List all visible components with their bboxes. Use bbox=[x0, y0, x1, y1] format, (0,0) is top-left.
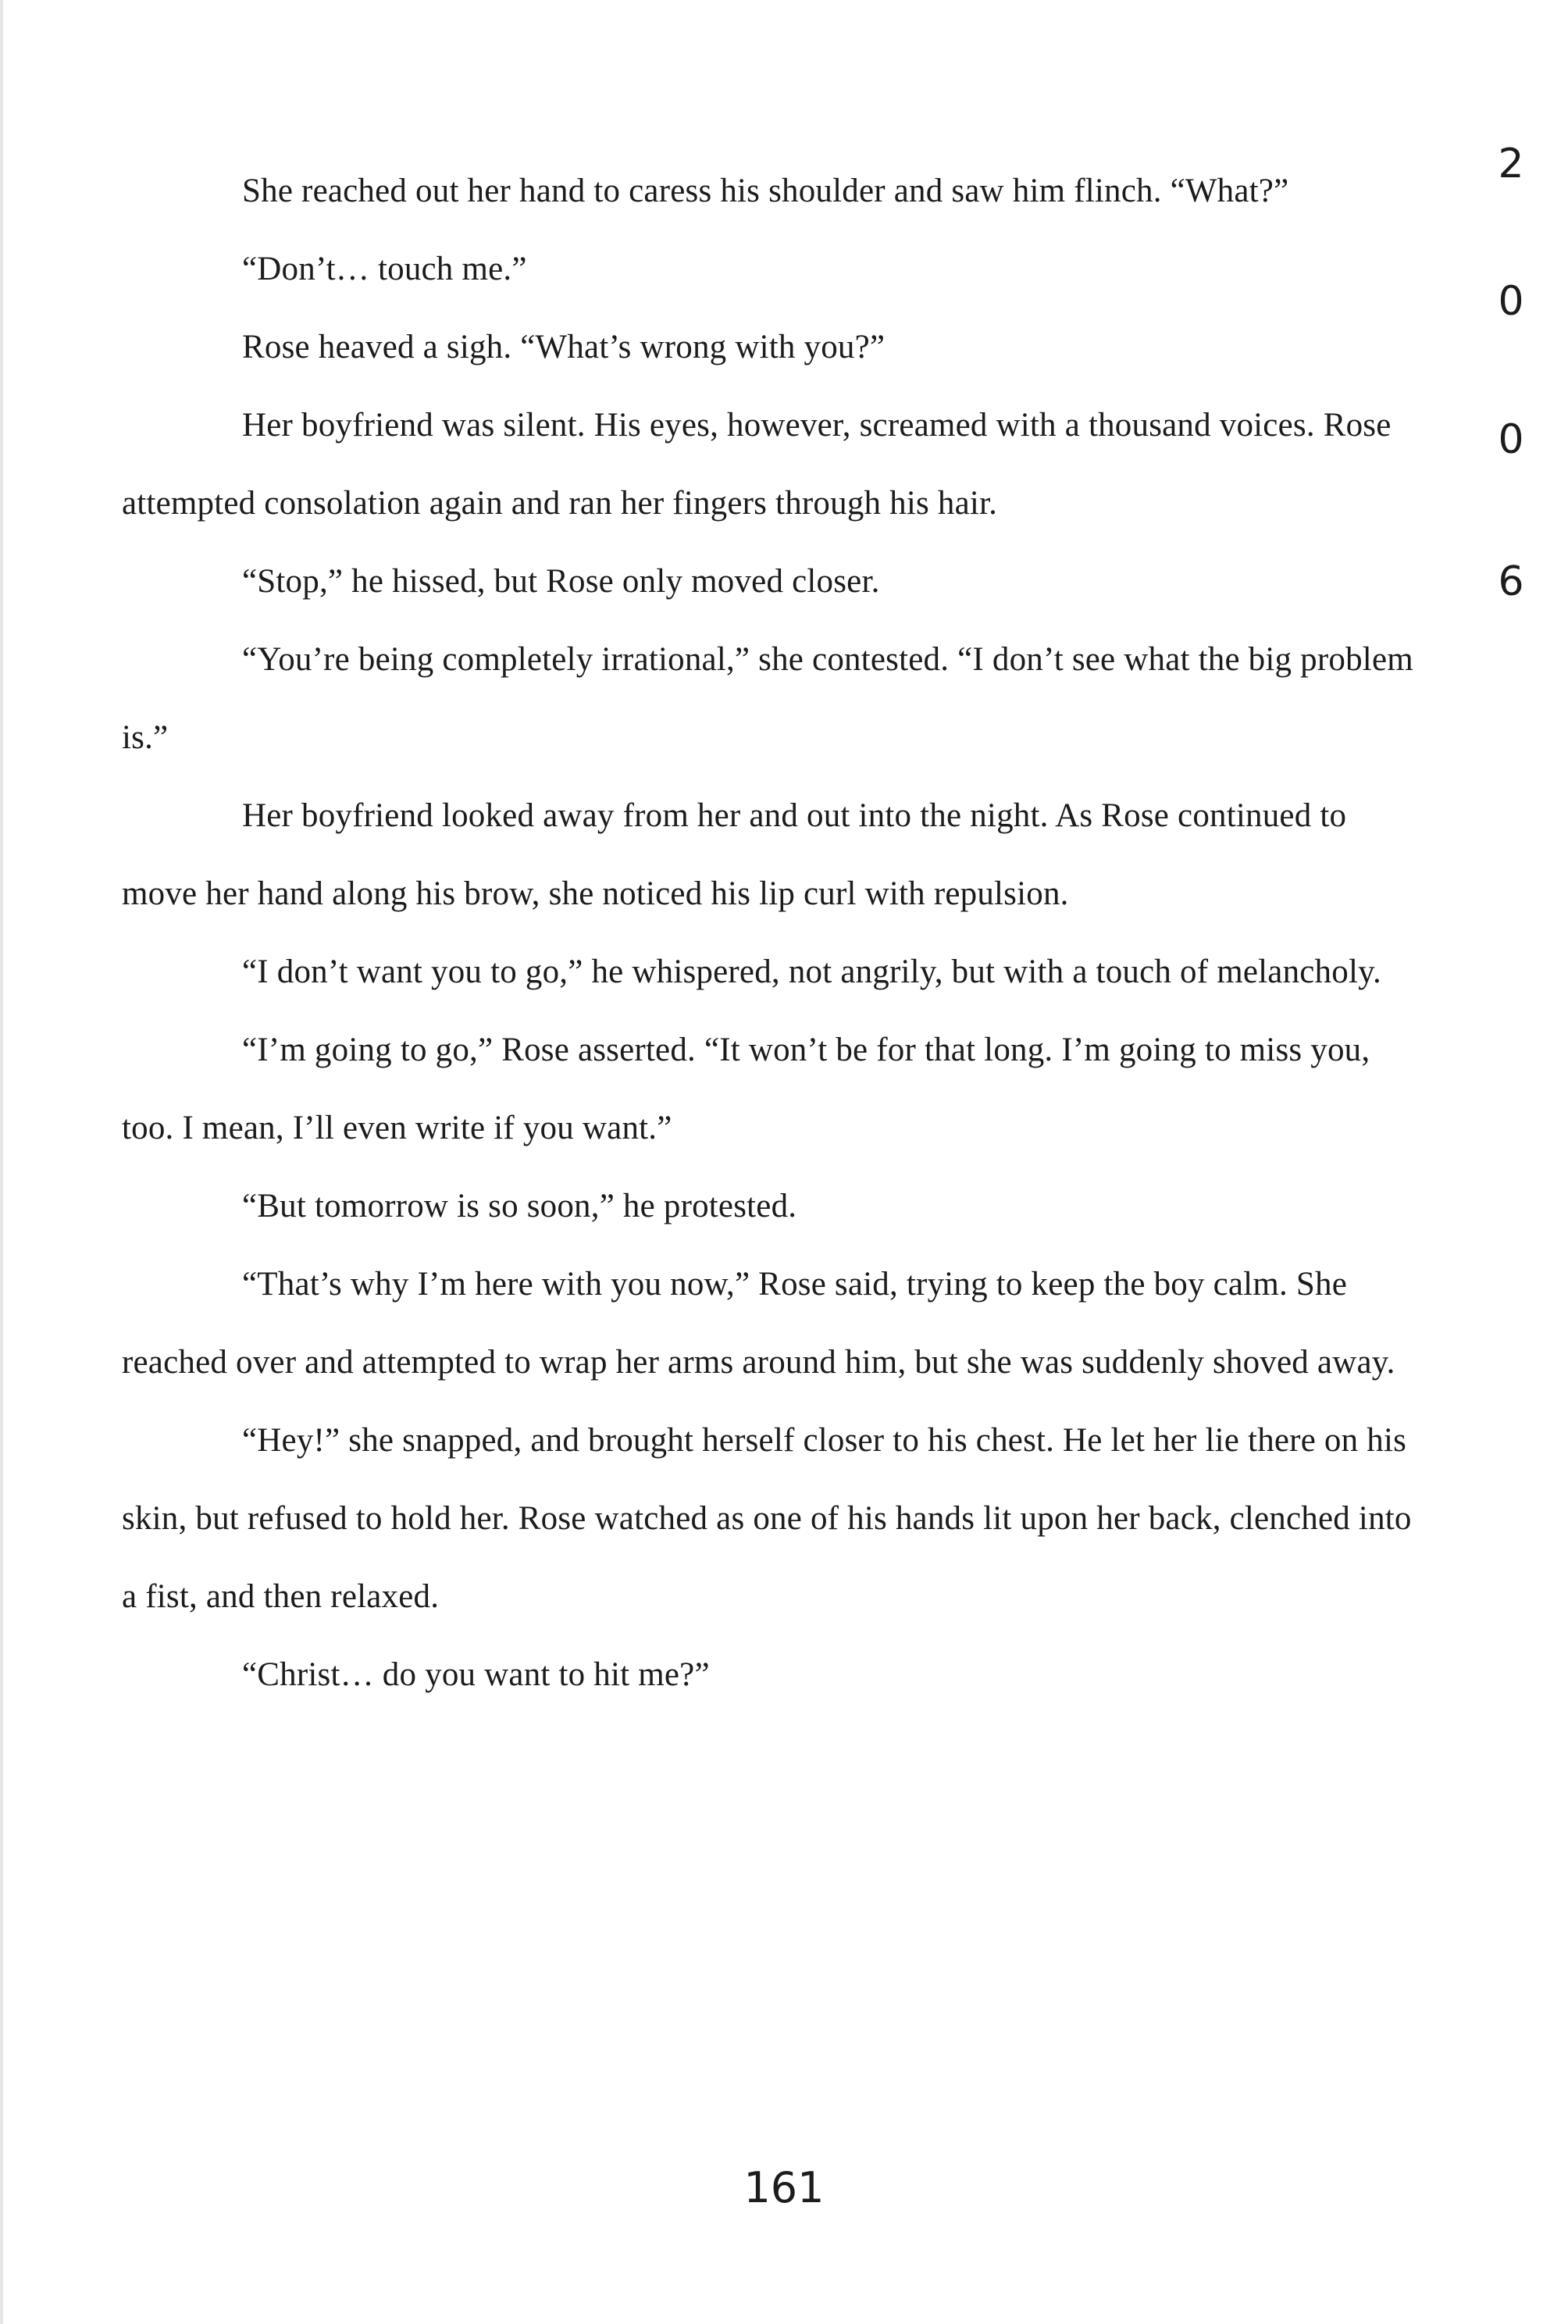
page-number: 161 bbox=[743, 2163, 825, 2212]
paragraph-12: “Hey!” she snapped, and brought herself closer to his chest. He let her lie there on his skin, but refused to hold her. Rose watched as one of his hands lit upon her back, clenched into a fist, and then relaxed. bbox=[122, 1422, 1412, 1615]
paragraph-6: “You’re being completely irrational,” she contested. “I don’t see what the big problem is.” bbox=[122, 641, 1413, 756]
paragraph-4: Her boyfriend was silent. His eyes, however, screamed with a thousand voices. Rose attempted consolation again and ran her fingers through his hair. bbox=[122, 407, 1392, 522]
paragraph-7: Her boyfriend looked away from her and out into the night. As Rose continued to move her hand along his brow, she noticed his lip curl with repulsion. bbox=[122, 797, 1347, 912]
paragraph-5: “Stop,” he hissed, but Rose only moved closer. bbox=[242, 563, 880, 600]
year-digit-2: 0 bbox=[1498, 278, 1524, 325]
paragraph-8: “I don’t want you to go,” he whispered, not angrily, but with a touch of melancholy. bbox=[242, 953, 1381, 990]
year-digit-3: 0 bbox=[1498, 416, 1524, 463]
page-edge-shadow bbox=[0, 0, 3, 2324]
year-digit-1: 2 bbox=[1498, 141, 1524, 187]
paragraph-3: Rose heaved a sigh. “What’s wrong with you?” bbox=[242, 329, 886, 365]
body-text bbox=[122, 152, 1418, 1714]
paragraph-9: “I’m going to go,” Rose asserted. “It won’t be for that long. I’m going to miss you, too. I mean, I’ll even write if you want.” bbox=[122, 1032, 1370, 1146]
paragraph-13: “Christ… do you want to hit me?” bbox=[242, 1656, 710, 1693]
paragraph-11: “That’s why I’m here with you now,” Rose said, trying to keep the boy calm. She reached over and attempted to wrap her arms around him, but she was suddenly shoved away. bbox=[122, 1266, 1395, 1381]
paragraph-1: She reached out her hand to caress his shoulder and saw him flinch. “What?” bbox=[242, 173, 1289, 209]
year-digit-4: 6 bbox=[1498, 558, 1524, 605]
paragraph-10: “But tomorrow is so soon,” he protested. bbox=[242, 1188, 797, 1224]
paragraph-2: “Don’t… touch me.” bbox=[242, 251, 527, 287]
